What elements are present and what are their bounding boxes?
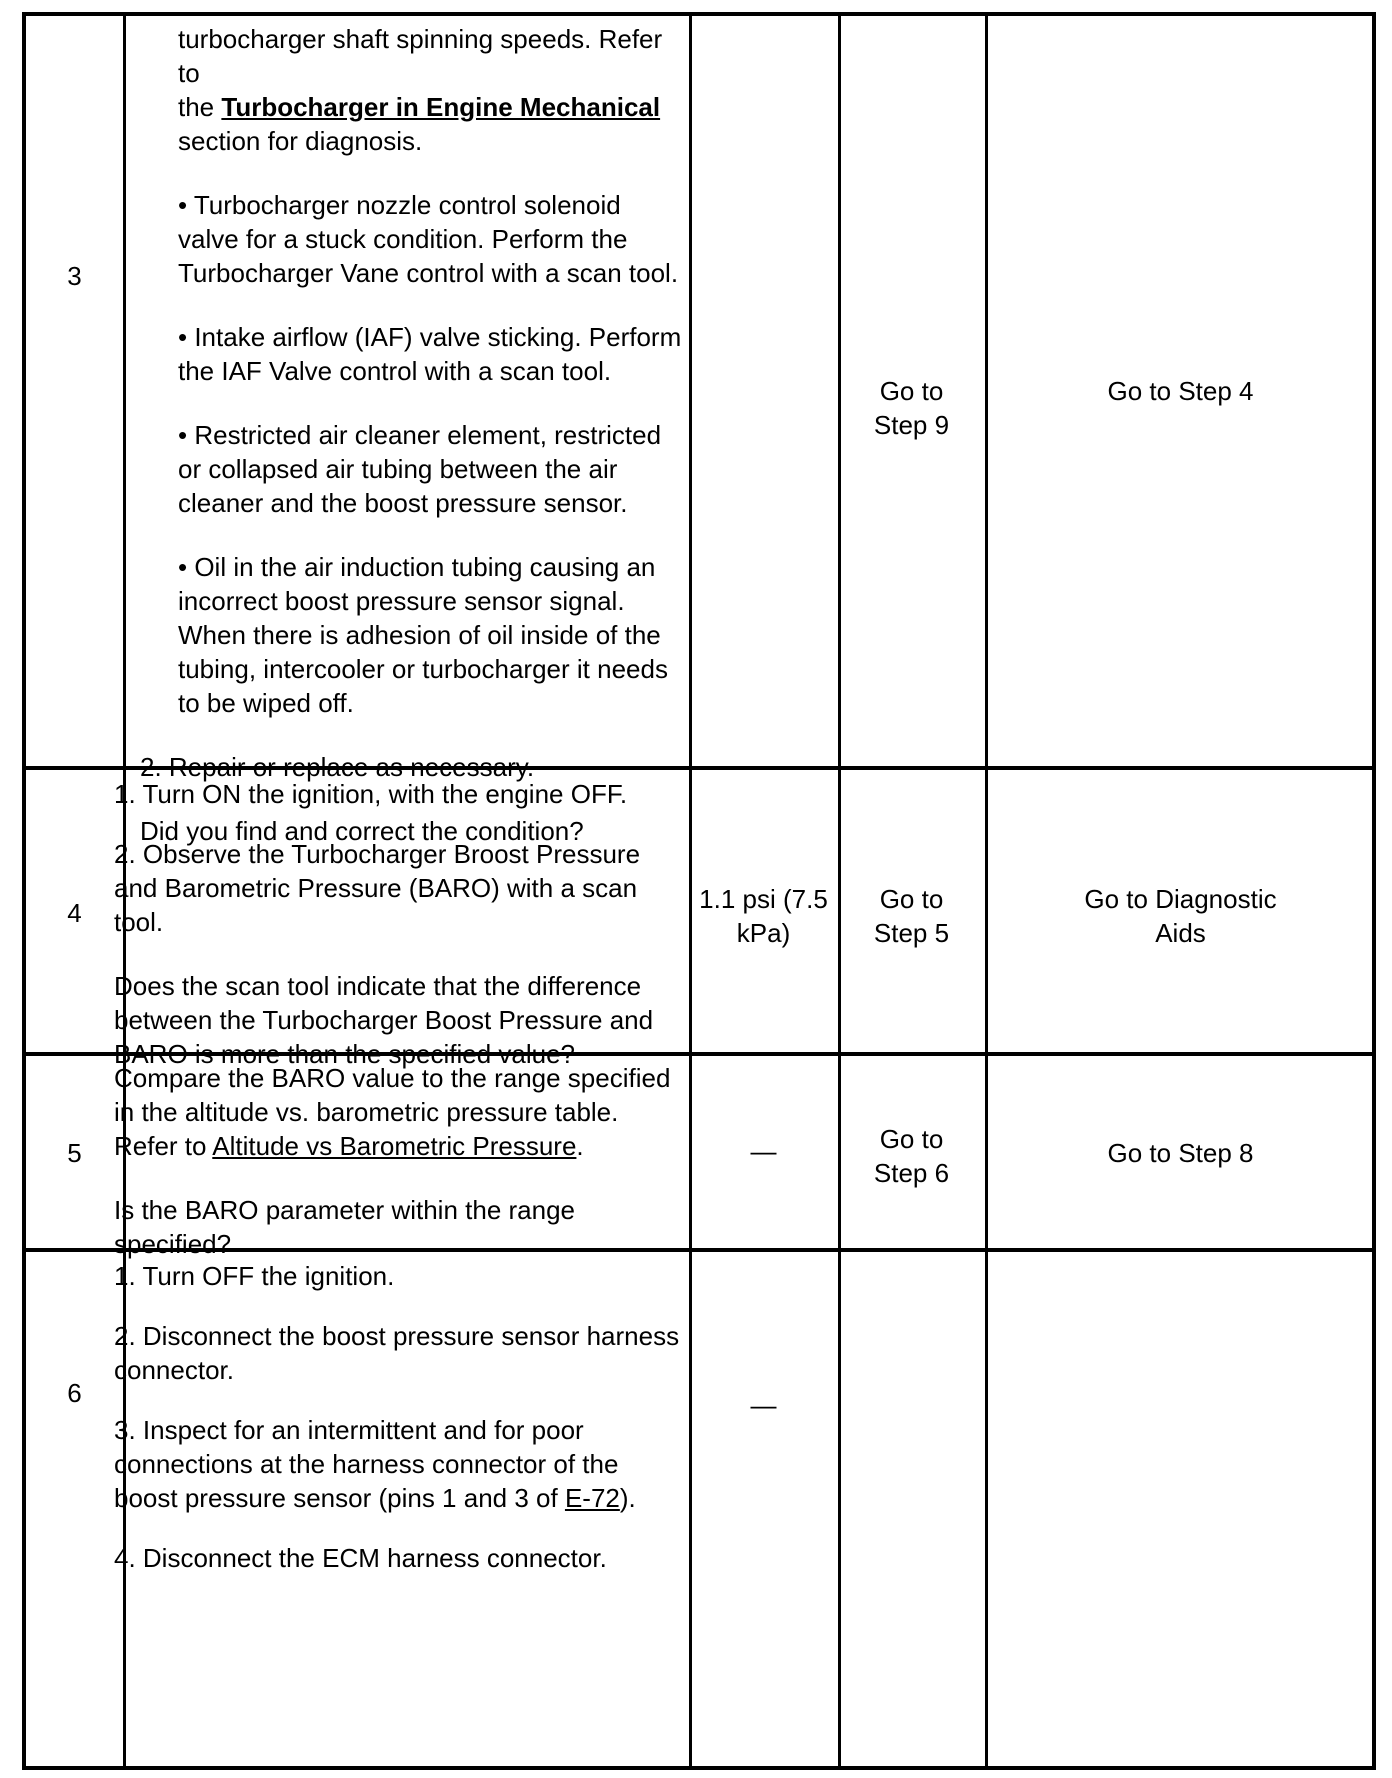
yes-action[interactable]: Go to Step 6 xyxy=(873,1124,950,1188)
instruction-item: Compare the BARO value to the range specified in the altitude vs. barometric pressure table. Refer to Altitude vs Barometric Pressure. xyxy=(114,1063,671,1161)
instruction-item: 4. Disconnect the ECM harness connector. xyxy=(114,1543,607,1573)
instruction-item: 1. Turn OFF the ignition. xyxy=(114,1261,395,1291)
value-cell: — xyxy=(750,1136,777,1166)
value-cell: 1.1 psi (7.5 kPa) xyxy=(699,884,828,948)
instruction-item: 2. Repair or replace as necessary. xyxy=(140,752,535,782)
step-number: 3 xyxy=(67,261,82,291)
question: Did you find and correct the condition? xyxy=(140,816,584,846)
no-action[interactable]: Go to Diagnostic Aids xyxy=(1084,884,1277,948)
diagnostic-table xyxy=(22,12,1376,1770)
step-number: 6 xyxy=(67,1378,82,1408)
instruction-item: 1. Turn ON the ignition, with the engine OFF. xyxy=(114,779,628,809)
intro-line: the Turbocharger in Engine Mechanical xyxy=(178,92,661,122)
instruction-item: 2. Observe the Turbocharger Broost Pressure and Barometric Pressure (BARO) with a scan tool. xyxy=(114,839,641,937)
question: Does the scan tool indicate that the difference between the Turbocharger Boost Pressure and BARO is more than the specified value? xyxy=(114,971,654,1069)
bullet-item: • Intake airflow (IAF) valve sticking. Perform the IAF Valve control with a scan tool. xyxy=(178,322,682,386)
step-number: 4 xyxy=(67,898,82,928)
instruction-item: 2. Disconnect the boost pressure sensor harness connector. xyxy=(114,1321,680,1385)
turbocharger-section-link[interactable]: Turbocharger in Engine Mechanical xyxy=(221,92,661,122)
intro-line: turbocharger shaft spinning speeds. Refer to xyxy=(178,24,663,88)
step-description xyxy=(140,22,686,848)
step-description xyxy=(114,1259,684,1575)
altitude-baro-link[interactable]: Altitude vs Barometric Pressure xyxy=(212,1131,577,1161)
step-number: 5 xyxy=(67,1138,82,1168)
value-cell: — xyxy=(750,1390,777,1420)
intro-line: section for diagnosis. xyxy=(178,126,423,156)
bullet-item: • Turbocharger nozzle control solenoid valve for a stuck condition. Perform the Turbocharger Vane control with a scan tool. xyxy=(178,190,679,288)
bullet-item: • Oil in the air induction tubing causing an incorrect boost pressure sensor signal. When there is adhesion of oil inside of the tubing, intercooler or turbocharger it needs to be wiped off. xyxy=(178,552,668,718)
yes-action[interactable]: Go to Step 9 xyxy=(873,376,950,440)
step-description xyxy=(114,1061,684,1261)
no-action[interactable]: Go to Step 4 xyxy=(1107,376,1254,406)
yes-action[interactable]: Go to Step 5 xyxy=(873,884,950,948)
instruction-item: 3. Inspect for an intermittent and for poor connections at the harness connector of the boost pressure sensor (pins 1 and 3 of E-72). xyxy=(114,1415,636,1513)
bullet-item: • Restricted air cleaner element, restricted or collapsed air tubing between the air cleaner and the boost pressure sensor. xyxy=(178,420,662,518)
step-description xyxy=(114,777,684,1071)
no-action[interactable]: Go to Step 8 xyxy=(1107,1138,1254,1168)
question: Is the BARO parameter within the range specified? xyxy=(114,1195,576,1259)
connector-e72-link[interactable]: E-72 xyxy=(564,1483,620,1513)
